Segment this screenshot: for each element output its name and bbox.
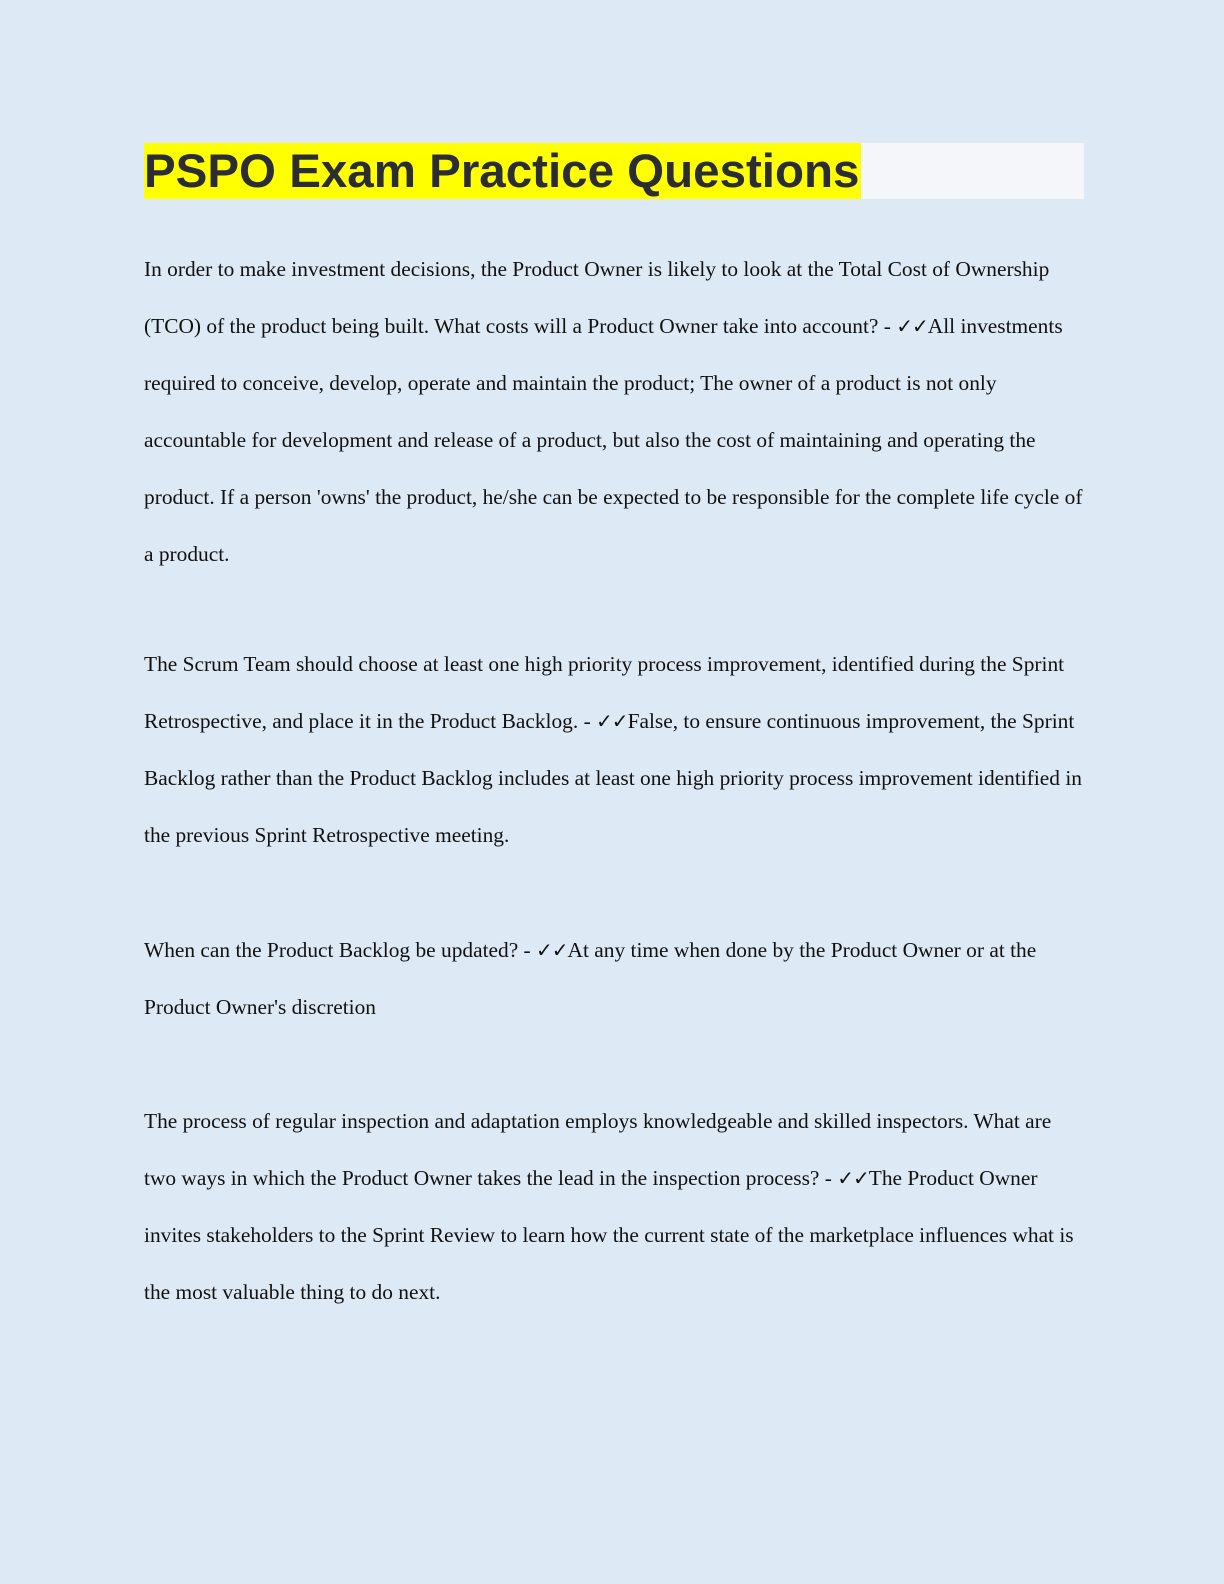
- double-check-icon: ✓✓: [596, 709, 628, 733]
- question-text: When can the Product Backlog be updated? -: [144, 938, 537, 962]
- double-check-icon: ✓✓: [837, 1166, 869, 1190]
- qa-item: [144, 1093, 1084, 1321]
- double-check-icon: ✓✓: [536, 938, 568, 962]
- qa-item: [144, 636, 1084, 864]
- page-title: PSPO Exam Practice Questions: [144, 145, 860, 198]
- answer-text: At any time when done by the Product Owner or at the Product Owner's discretion: [144, 938, 1037, 1019]
- answer-text: False, to ensure continuous improvement, the Sprint Backlog rather than the Product Backlog includes at least one high priority process improvement identified in the previous Sprint Retrospective meeting.: [144, 709, 1082, 847]
- double-check-icon: ✓✓: [896, 314, 928, 338]
- answer-text: The Product Owner invites stakeholders to the Sprint Review to learn how the current state of the marketplace influences what is the most valuable thing to do next.: [144, 1166, 1074, 1304]
- question-text: In order to make investment decisions, the Product Owner is likely to look at the Total Cost of Ownership (TCO) of the product being built. What costs will a Product Owner take into account? -: [144, 257, 1050, 338]
- qa-item: [144, 241, 1084, 583]
- question-text: The process of regular inspection and adaptation employs knowledgeable and skilled inspectors. What are two ways in which the Product Owner takes the lead in the inspection process? -: [144, 1109, 1052, 1190]
- qa-item: [144, 922, 1084, 1036]
- answer-text: All investments required to conceive, develop, operate and maintain the product; The owner of a product is not only accountable for development and release of a product, but also the cost of maintaining and operating the product. If a person 'owns' the product, he/she can be expected to be responsible for the complete life cycle of a product.: [144, 314, 1083, 566]
- question-text: The Scrum Team should choose at least one high priority process improvement, identified during the Sprint Retrospective, and place it in the Product Backlog. -: [144, 652, 1065, 733]
